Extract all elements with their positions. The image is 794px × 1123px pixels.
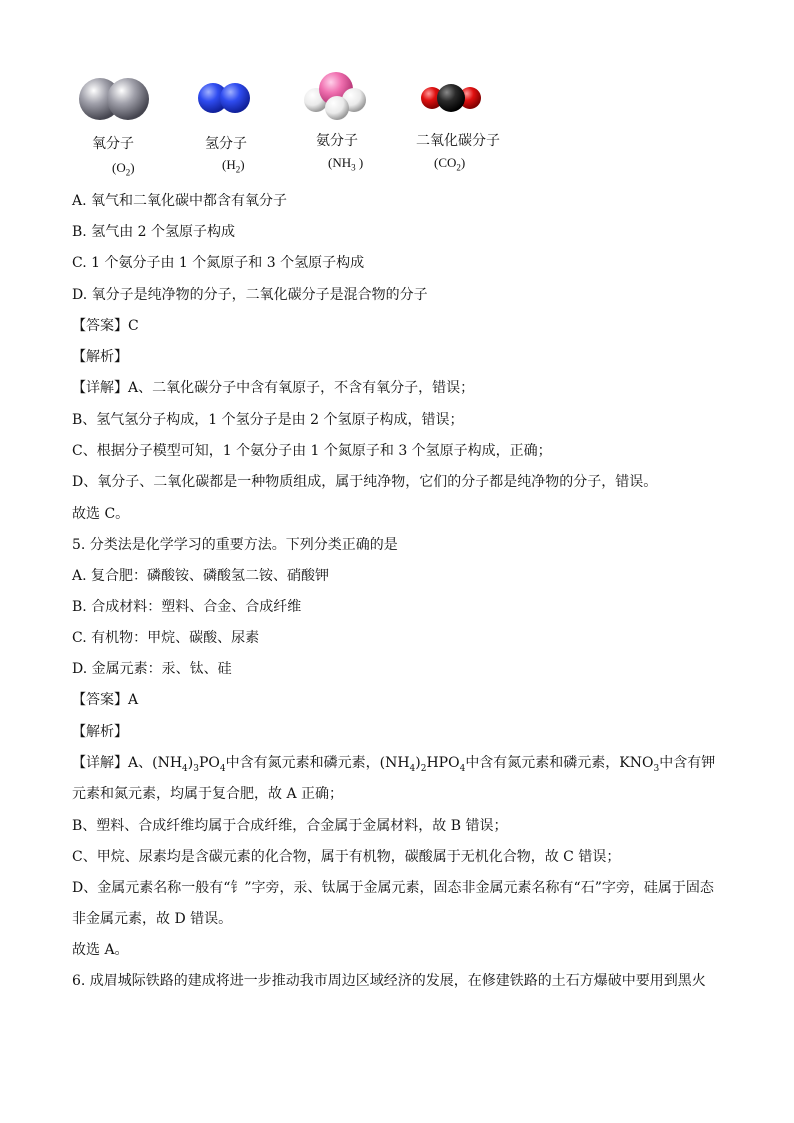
q5-stem: 5. 分类法是化学学习的重要方法。下列分类正确的是 [72,537,398,553]
q5-option-c: C. 有机物：甲烷、碳酸、尿素 [72,630,260,646]
q4-detail-line-3: C、根据分子模型可知，1 个氨分子由 1 个氮原子和 3 个氢原子构成，正确； [72,443,552,459]
carbon-dioxide-molecule-model [420,82,482,114]
q4-option-d: D. 氧分子是纯净物的分子，二氧化碳分子是混合物的分子 [72,287,428,303]
q4-option-c: C. 1 个氨分子由 1 个氮原子和 3 个氢原子构成 [72,255,365,271]
q4-option-b: B. 氢气由 2 个氢原子构成 [72,224,235,240]
oxygen-molecule-label: 氧分子 [92,136,134,152]
oxygen-molecule-model [76,76,152,122]
q4-detail-line-1: 【详解】A、二氧化碳分子中含有氧原子，不含有氧分子，错误； [72,380,475,396]
q5-option-d: D. 金属元素：汞、钛、硅 [72,661,232,677]
q5-detail-line-4-continued: 非金属元素，故 D 错误。 [72,911,233,927]
q4-option-a: A. 氧气和二氧化碳中都含有氧分子 [72,193,288,209]
q4-detail-line-4: D、氧分子、二氧化碳都是一种物质组成，属于纯净物，它们的分子都是纯净物的分子，错误。 [72,474,658,490]
q4-detail-line-2: B、氢气氢分子构成，1 个氢分子是由 2 个氢原子构成，错误； [72,412,464,428]
q5-option-b: B. 合成材料：塑料、合金、合成纤维 [72,599,302,615]
q5-option-a: A. 复合肥：磷酸铵、磷酸氢二铵、硝酸钾 [72,568,330,584]
q4-analysis-heading: 【解析】 [72,349,128,365]
q5-detail-line-1: 【详解】A、$(NH_4)_3PO_4$中含有氮元素和磷元素，$(NH_4)_2HPO_4$中含有氮元素和磷元素，$KNO_3$中含有钾 [72,755,716,774]
carbon-dioxide-molecule-label: 二氧化碳分子 [416,133,500,149]
q5-detail-line-2: B、塑料、合成纤维均属于合成纤维，合金属于金属材料，故 B 错误； [72,818,508,834]
oxygen-molecule-formula: $(O_2)$ [112,160,135,178]
q6-stem: 6. 成眉城际铁路的建成将进一步推动我市周边区域经济的发展，在修建铁路的土石方爆破中要用到黑火 [72,973,706,989]
q5-conclusion: 故选 A。 [72,942,129,958]
q4-answer: 【答案】C [72,318,139,334]
ammonia-molecule-label: 氨分子 [316,133,358,149]
q4-conclusion: 故选 C。 [72,506,130,522]
q5-answer: 【答案】A [72,692,139,708]
ammonia-molecule-model [302,70,370,122]
hydrogen-molecule-label: 氢分子 [205,136,247,152]
q5-detail-line-4: D、金属元素名称一般有“钅”字旁，汞、钛属于金属元素，固态非金属元素名称有“石”字旁，硅属于固态 [72,880,714,896]
hydrogen-molecule-model [196,80,254,116]
q5-detail-line-3: C、甲烷、尿素均是含碳元素的化合物，属于有机物，碳酸属于无机化合物，故 C 错误； [72,849,621,865]
hydrogen-molecule-formula: $(H_2)$ [222,157,245,175]
ammonia-molecule-formula: ($NH_3$ ) [328,155,364,173]
carbon-dioxide-molecule-formula: $(CO_2)$ [434,155,466,173]
q5-analysis-heading: 【解析】 [72,724,128,740]
q5-detail-line-1-continued: 元素和氮元素，均属于复合肥，故 A 正确； [72,786,344,802]
